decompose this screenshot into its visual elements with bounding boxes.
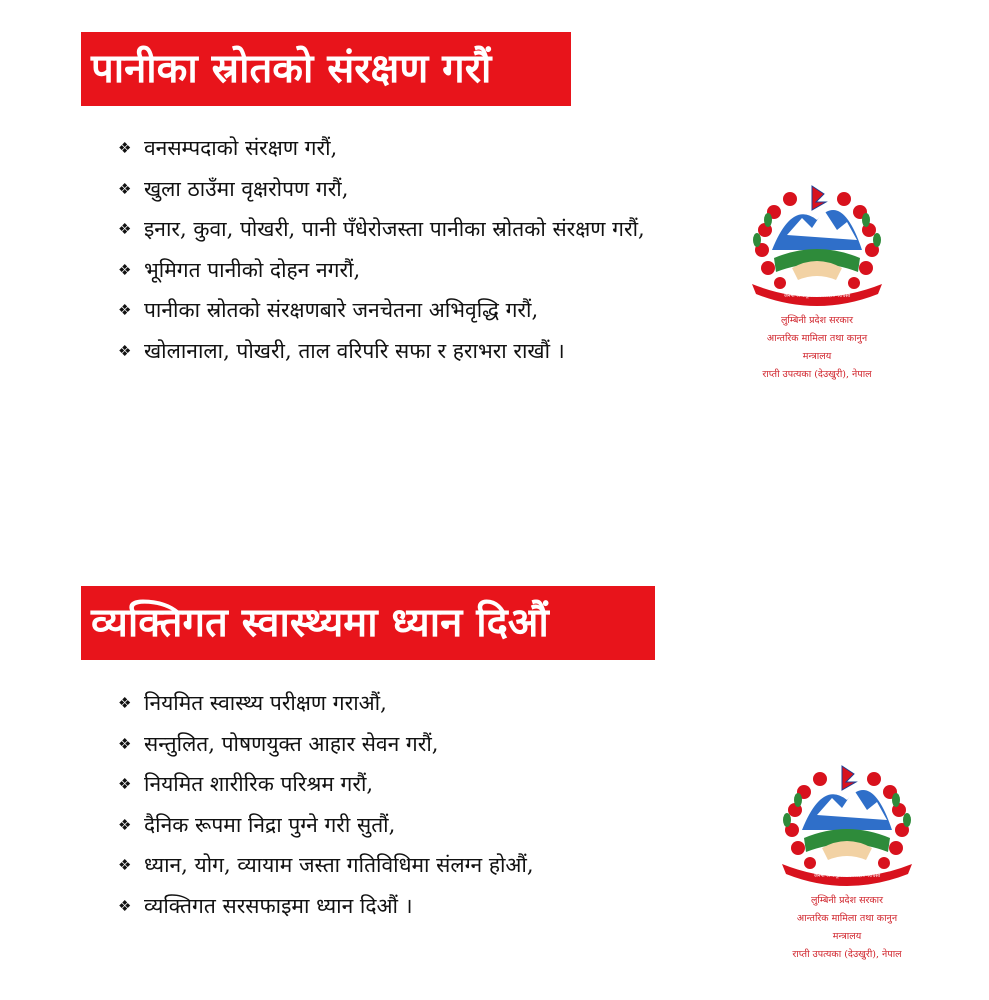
list-item (118, 724, 534, 765)
list-item-text: खुला ठाउँमा वृक्षरोपण गरौं, (144, 176, 349, 201)
list-item-text: खोलानाला, पोखरी, ताल वरिपरि सफा र हराभरा राखौं । (144, 338, 565, 363)
list-item (118, 845, 534, 886)
emblem-line: राप्ती उपत्यका (देउखुरी), नेपाल (792, 949, 902, 960)
list-item (118, 209, 645, 250)
emblem-line: मन्त्रालय (802, 351, 832, 362)
svg-text:जननी जन्मभूमिश्च स्वर्गादपि गर: जननी जन्मभूमिश्च स्वर्गादपि गरीयसी (783, 293, 851, 299)
emblem-block-2 (757, 760, 937, 964)
diamond-bullet-icon: ❖ (118, 734, 132, 753)
emblem-line: मन्त्रालय (832, 931, 862, 942)
list-item (118, 290, 645, 331)
emblem-text (757, 892, 937, 964)
emblem-line: लुम्बिनी प्रदेश सरकार (780, 315, 854, 326)
list-item-text: पानीका स्रोतको संरक्षणबारे जनचेतना अभिवृद्धि गरौं, (144, 298, 539, 323)
section1-title-banner (81, 32, 571, 106)
emblem-text (727, 312, 907, 384)
svg-text:जननी जन्मभूमिश्च स्वर्गादपि गर: जननी जन्मभूमिश्च स्वर्गादपि गरीयसी (813, 873, 881, 879)
emblem-block-1 (727, 180, 907, 384)
emblem-line: लुम्बिनी प्रदेश सरकार (810, 895, 884, 906)
list-item (118, 764, 534, 805)
diamond-bullet-icon: ❖ (118, 856, 132, 875)
diamond-bullet-icon: ❖ (118, 775, 132, 794)
list-item-text: सन्तुलित, पोषणयुक्त आहार सेवन गरौं, (144, 731, 439, 756)
nepal-emblem-icon (727, 180, 907, 312)
section1-title: पानीका स्रोतको संरक्षण गरौं (91, 46, 492, 92)
list-item-text: ध्यान, योग, व्यायाम जस्ता गतिविधिमा संलग्न होऔं, (144, 853, 534, 878)
list-item-text: व्यक्तिगत सरसफाइमा ध्यान दिऔं । (144, 893, 413, 918)
nepal-emblem-icon (757, 760, 937, 892)
emblem-line: आन्तरिक मामिला तथा कानुन (796, 913, 898, 924)
section1-list (118, 128, 645, 371)
diamond-bullet-icon: ❖ (118, 179, 132, 198)
emblem-line: आन्तरिक मामिला तथा कानुन (766, 333, 868, 344)
list-item (118, 250, 645, 291)
list-item-text: नियमित स्वास्थ्य परीक्षण गराऔं, (144, 691, 387, 716)
list-item-text: दैनिक रूपमा निद्रा पुग्ने गरी सुतौं, (144, 812, 396, 837)
section2-title: व्यक्तिगत स्वास्थ्यमा ध्यान दिऔं (91, 600, 549, 646)
diamond-bullet-icon: ❖ (118, 896, 132, 915)
diamond-bullet-icon: ❖ (118, 301, 132, 320)
list-item-text: भूमिगत पानीको दोहन नगरौं, (144, 257, 361, 282)
list-item (118, 683, 534, 724)
emblem-line: राप्ती उपत्यका (देउखुरी), नेपाल (762, 369, 872, 380)
diamond-bullet-icon: ❖ (118, 694, 132, 713)
list-item-text: इनार, कुवा, पोखरी, पानी पँधेरोजस्ता पानीका स्रोतको संरक्षण गरौं, (144, 217, 645, 242)
diamond-bullet-icon: ❖ (118, 220, 132, 239)
diamond-bullet-icon: ❖ (118, 139, 132, 158)
list-item (118, 169, 645, 210)
list-item-text: नियमित शारीरिक परिश्रम गरौं, (144, 772, 374, 797)
list-item (118, 331, 645, 372)
list-item (118, 805, 534, 846)
list-item (118, 128, 645, 169)
list-item-text: वनसम्पदाको संरक्षण गरौं, (144, 136, 338, 161)
diamond-bullet-icon: ❖ (118, 341, 132, 360)
diamond-bullet-icon: ❖ (118, 260, 132, 279)
section2-title-banner (81, 586, 655, 660)
section2-list (118, 683, 534, 926)
diamond-bullet-icon: ❖ (118, 815, 132, 834)
list-item (118, 886, 534, 927)
